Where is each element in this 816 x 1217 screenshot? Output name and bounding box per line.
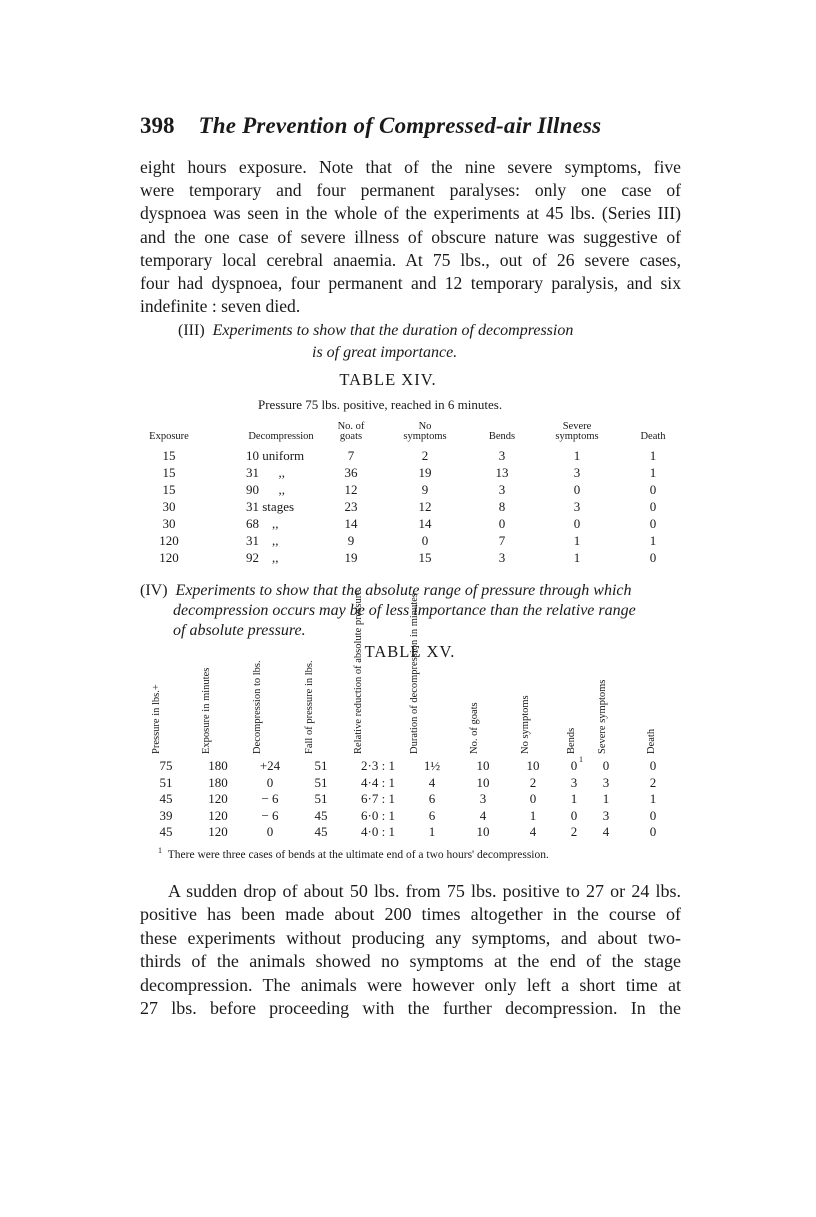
table-cell: 0 (649, 499, 657, 514)
table-cell: 51 (159, 774, 173, 790)
column-header: Decompression to lbs. (252, 660, 263, 754)
table-cell: 30 (162, 499, 176, 514)
text-line: indefinite : seven died. (140, 296, 301, 317)
table-cell: 15 (162, 482, 176, 497)
text-line: dyspnoea was seen in the whole of the experiments at 45 lbs. (Series III) (140, 203, 681, 224)
column-header: Pressure in lbs.+ (151, 684, 162, 754)
table-cell: 0 (570, 807, 578, 823)
table-cell: 0 (421, 533, 429, 548)
table-cell: 180 (208, 774, 228, 790)
section-number: (III) (178, 322, 205, 339)
table-cell: 2 (570, 824, 578, 839)
table-cell: 31 ,, (246, 465, 285, 480)
table-cell: 1 (573, 550, 581, 565)
table-cell: 9 (421, 482, 429, 497)
footnote (158, 846, 549, 861)
table-cell: 0 (266, 774, 274, 790)
table-cell: 6·7 : 1 (361, 791, 395, 806)
table-cell: 4 (479, 807, 487, 823)
text-line: decompression. The animals were however only left a short time at (140, 974, 681, 995)
table-cell: − 6 (261, 791, 279, 806)
table-cell: 6 (428, 791, 436, 806)
table-cell: 2 (649, 774, 657, 790)
table-14-subtitle: Pressure 75 lbs. positive, reached in 6 minutes. (258, 397, 503, 412)
column-header: Death (640, 431, 666, 442)
text-line: were temporary and four permanent paralyses: only one case of (140, 180, 681, 201)
table-cell: 120 (159, 550, 179, 565)
table-cell: 1 (570, 791, 578, 806)
table-cell: 15 (162, 448, 176, 463)
table-cell: 1½ (423, 758, 441, 773)
table-cell: 51 (314, 774, 328, 790)
table-15-title: TABLE XV. (364, 642, 456, 661)
table-cell: 3 (498, 448, 506, 463)
table-cell: 13 (495, 465, 509, 480)
table-cell: 1 (649, 791, 657, 806)
table-cell: 0 (573, 482, 581, 497)
table-cell: 1 (649, 448, 657, 463)
table-cell: 1 (428, 824, 436, 839)
text-line: A sudden drop of about 50 lbs. from 75 lbs. positive to 27 or 24 lbs. (168, 881, 681, 901)
table-cell: 4 (602, 824, 610, 839)
table-cell: 36 (344, 465, 358, 480)
table-cell: 1 (649, 465, 657, 480)
column-header: Exposure in minutes (201, 667, 212, 754)
table-cell: 45 (159, 824, 173, 839)
footnote-mark: 1 (158, 846, 162, 856)
section-3-heading-cont: is of great importance. (312, 344, 458, 361)
table-cell: 90 ,, (246, 482, 285, 497)
table-cell: 10 (476, 774, 490, 790)
table-cell: 1 (573, 448, 581, 463)
table-cell: 0 (573, 516, 581, 531)
table-cell: 2 (529, 774, 537, 790)
table-cell: 30 (162, 516, 176, 531)
table-cell: 3 (573, 499, 581, 514)
text-line: 27 lbs. before proceeding with the further decompression. In the (140, 998, 681, 1019)
text-line: temporary local cerebral anaemia. At 75 lbs., out of 26 severe cases, (140, 249, 681, 270)
text-line: thirds of the animals showed no symptoms at the end of the stage (140, 951, 681, 972)
table-cell: 120 (208, 791, 228, 806)
section-4-heading-cont: of absolute pressure. (173, 622, 306, 639)
table-cell: 180 (208, 758, 228, 773)
table-cell: 15 (162, 465, 176, 480)
table-cell: 7 (498, 533, 506, 548)
running-title: The Prevention of Compressed-air Illness (198, 113, 602, 138)
text-line: eight hours exposure. Note that of the nine severe symptoms, five (140, 157, 681, 177)
table-cell: 15 (418, 550, 432, 565)
table-cell: 10 (526, 758, 540, 773)
table-cell: 3 (570, 774, 578, 790)
table-cell: 0 (570, 758, 578, 773)
column-header: Fall of pressure in lbs. (304, 660, 315, 754)
table-cell: 10 (476, 758, 490, 773)
column-header: No. of goats (469, 702, 480, 754)
column-header: Bends (566, 727, 577, 754)
table-cell: 2 (421, 448, 429, 463)
table-cell: 0 (602, 758, 610, 773)
table-cell: 31 stages (246, 499, 295, 514)
table-cell: 23 (344, 499, 358, 514)
paragraph-1 (140, 156, 681, 318)
section-3-heading (178, 322, 573, 340)
table-cell: 51 (314, 791, 328, 806)
column-header: No. of goats (337, 421, 365, 442)
table-15: Pressure in lbs.+ Exposure in minutes Decompression to lbs. Fall of pressure in lbs. Relative reduction of absolute pressure Duration of decompression in minutes No. of goats No symptoms Bends Severe symptoms Death 75 180 +24 51 2·3 : 1 1½ 10 10 0 1 0 0 51 180 0 51 4·4 : 1 4 10 2 3 3 2 45 120 − 6 51 6·7 : 1 6 3 0 1 1 1 39 120 − 6 45 6·0 : 1 6 4 1 0 3 0 45 120 0 45 4·0 : 1 1 10 4 2 4 0 (140, 664, 680, 844)
table-cell: 1 (602, 791, 610, 806)
table-cell: 45 (314, 824, 328, 839)
column-header: Severe symptoms (555, 421, 599, 442)
table-14-title: TABLE XIV. (339, 370, 437, 389)
table-cell: 1 (529, 807, 537, 823)
column-header: Severe symptoms (597, 679, 608, 754)
table-cell: 4 (529, 824, 537, 839)
table-cell: 2·3 : 1 (361, 758, 395, 773)
table-cell: 10 (476, 824, 490, 839)
table-cell: 7 (347, 448, 355, 463)
table-cell: 31 ,, (246, 533, 279, 548)
table-cell: 4·4 : 1 (361, 774, 395, 790)
table-cell: 3 (479, 791, 487, 806)
table-cell: 0 (649, 824, 657, 839)
table-cell: 0 (649, 516, 657, 531)
table-cell: 39 (159, 807, 173, 823)
page-number: 398 (140, 113, 175, 138)
section-line: Experiments to show that the duration of decompression (212, 322, 574, 339)
table-cell: 14 (418, 516, 432, 531)
table-cell: +24 (259, 758, 281, 773)
table-cell: 45 (159, 791, 173, 806)
table-cell: 12 (418, 499, 432, 514)
column-header: No symptoms (403, 421, 447, 442)
table-cell: 3 (498, 550, 506, 565)
table-cell: 4 (428, 774, 436, 790)
footnote-text: There were three cases of bends at the ultimate end of a two hours' decompression. (167, 849, 549, 861)
column-header: Relative reduction of absolute pressure (353, 590, 364, 754)
table-cell: 19 (344, 550, 358, 565)
table-cell: 0 (266, 824, 274, 839)
table-cell: 0 (649, 758, 657, 773)
table-cell: 3 (573, 465, 581, 480)
table-cell: 68 ,, (246, 516, 279, 531)
section-number: (IV) (140, 582, 168, 599)
table-cell: 51 (314, 758, 328, 773)
column-header: Death (646, 728, 657, 754)
section-4-heading-cont: decompression occurs may be of less importance than the relative range (173, 602, 636, 619)
table-cell: 120 (208, 807, 228, 823)
table-cell: 6 (428, 807, 436, 823)
column-header: Exposure (149, 431, 189, 442)
table-cell: 45 (314, 807, 328, 823)
section-4-heading (140, 582, 632, 600)
table-cell: 120 (159, 533, 179, 548)
table-cell: 8 (498, 499, 506, 514)
table-cell: 4·0 : 1 (361, 824, 395, 839)
table-cell: 3 (498, 482, 506, 497)
table-cell: 14 (344, 516, 358, 531)
table-cell: − 6 (261, 807, 279, 823)
table-cell: 9 (347, 533, 355, 548)
table-cell: 0 (649, 807, 657, 823)
table-cell: 1 (573, 533, 581, 548)
text-line: four had dyspnoea, four permanent and 12 temporary paralysis, and six (140, 273, 681, 294)
table-cell: 120 (208, 824, 228, 839)
table-cell: 0 (649, 550, 657, 565)
table-cell: 6·0 : 1 (361, 807, 395, 823)
table-cell: 10 uniform (246, 448, 305, 463)
column-header: No symptoms (520, 695, 531, 754)
running-header (140, 113, 680, 139)
column-header: Bends (488, 431, 516, 442)
table-cell: 19 (418, 465, 432, 480)
table-cell: 1 (649, 533, 657, 548)
table-cell: 3 (602, 807, 610, 823)
section-line: Experiments to show that the absolute range of pressure through which (175, 582, 632, 599)
text-line: these experiments without producing any symptoms, and about two- (140, 927, 681, 948)
table-cell: 3 (602, 774, 610, 790)
table-cell: 0 (498, 516, 506, 531)
table-cell: 12 (344, 482, 358, 497)
column-header: Decompression (248, 431, 314, 442)
column-header: Duration of decompression in minutes (409, 593, 420, 754)
table-cell: 0 (529, 791, 537, 806)
text-line: and the one case of severe illness of obscure nature was suggestive of (140, 226, 681, 247)
table-14 (140, 418, 680, 568)
table-cell: 92 ,, (246, 550, 279, 565)
table-cell: 75 (159, 758, 173, 773)
text-line: positive has been made about 200 times altogether in the course of (140, 904, 681, 925)
table-cell: 0 (649, 482, 657, 497)
paragraph-2 (140, 880, 681, 1020)
